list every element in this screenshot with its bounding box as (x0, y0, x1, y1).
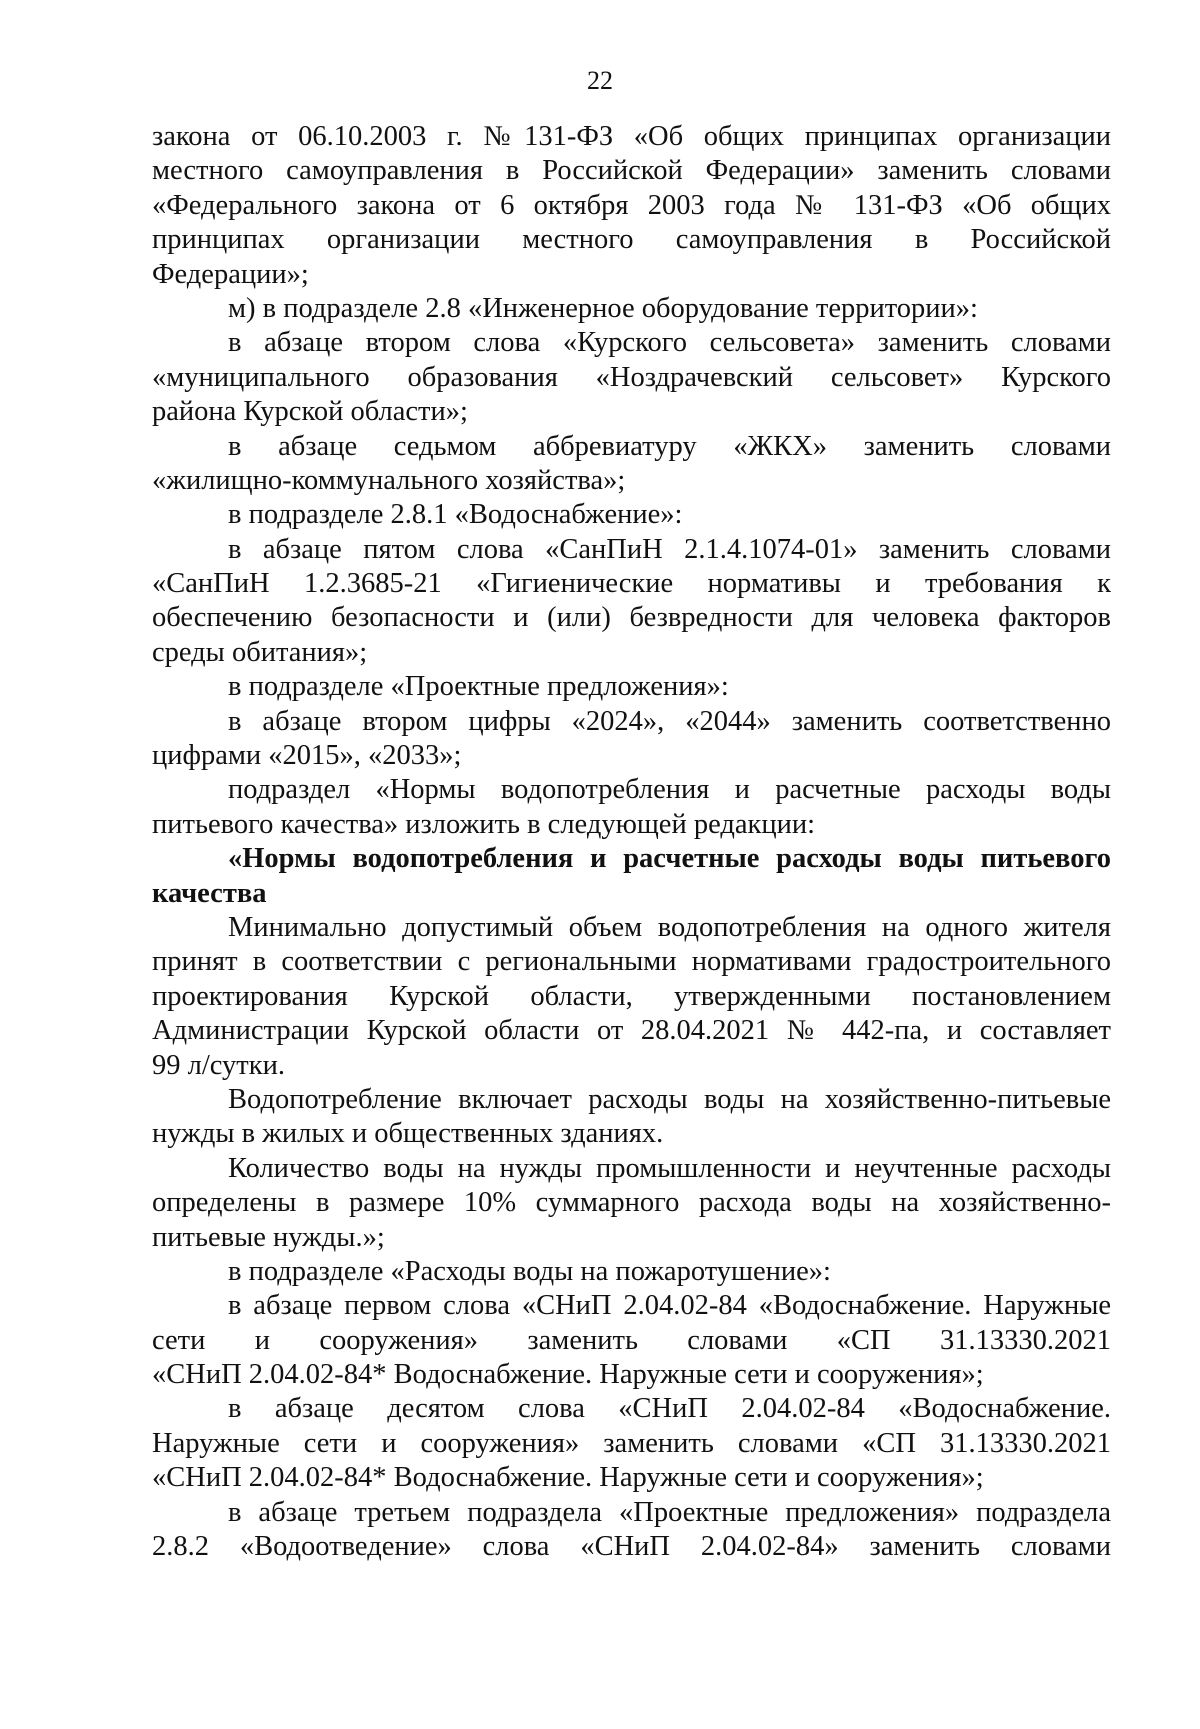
text-line: закона от 06.10.2003 г. №131-ФЗ «Об общих принципах организации (152, 121, 1111, 152)
text-line: местного самоуправления в Российской Федерации» заменить словами (152, 155, 1111, 187)
text-line: Водопотребление включает расходы воды на хозяйственно-питьевые (228, 1083, 1111, 1115)
text-line: 99 л/сутки. (152, 1049, 285, 1081)
document-body (152, 120, 1111, 1564)
text-line: сети и сооружения» заменить словами «СП 31.13330.2021 (152, 1324, 1111, 1356)
text-line: определены в размере 10% суммарного расхода воды на хозяйственно- (152, 1187, 1111, 1219)
text-line: цифрами «2015», «2033»; (152, 740, 462, 772)
text-line: «СанПиН 1.2.3685-21 «Гигиенические нормативы и требования к (152, 568, 1111, 600)
text-line: среды обитания»; (152, 636, 368, 668)
text-line: 2.8.2 «Водоотведение» слова «СНиП 2.04.02-84» заменить словами (152, 1531, 1111, 1563)
text-line: в подразделе «Проектные предложения»: (228, 671, 729, 703)
text-line: в абзаце седьмом аббревиатуру «ЖКХ» заменить словами (228, 430, 1111, 462)
text-line: «муниципального образования «Ноздрачевский сельсовет» Курского (152, 361, 1111, 393)
text-line: в абзаце первом слова «СНиП 2.04.02-84 «Водоснабжение. Наружные (228, 1290, 1111, 1322)
text-line: принят в соответствии с региональными нормативами градостроительного (152, 946, 1111, 978)
text-line: в абзаце втором цифры «2024», «2044» заменить соответственно (228, 705, 1111, 737)
heading-line: качества (152, 877, 267, 909)
text-line: «жилищно-коммунального хозяйства»; (152, 464, 626, 496)
text-line: питьевые нужды.»; (152, 1221, 385, 1253)
heading-line: «Нормы водопотребления и расчетные расходы воды питьевого (228, 843, 1111, 875)
text-line: Минимально допустимый объем водопотребления на одного жителя (228, 911, 1111, 943)
text-line: принципах организации местного самоуправления в Российской (152, 224, 1111, 256)
text-line: подраздел «Нормы водопотребления и расчетные расходы воды (228, 774, 1111, 806)
text-line: в абзаце третьем подраздела «Проектные предложения» подраздела (228, 1496, 1111, 1528)
text-line: Администрации Курской области от 28.04.2021 № 442-па, и составляет (152, 1015, 1111, 1047)
page-number: 22 (587, 66, 613, 95)
text-line: в подразделе «Расходы воды на пожаротушение»: (228, 1255, 831, 1287)
text-line: нужды в жилых и общественных зданиях. (152, 1118, 664, 1150)
text-line: района Курской области»; (152, 396, 468, 428)
text-line: Количество воды на нужды промышленности и неучтенные расходы (228, 1152, 1111, 1184)
text-line: «СНиП 2.04.02-84* Водоснабжение. Наружные сети и сооружения»; (152, 1462, 984, 1494)
text-line: Наружные сети и сооружения» заменить словами «СП 31.13330.2021 (152, 1427, 1111, 1459)
text-line: «СНиП 2.04.02-84* Водоснабжение. Наружные сети и сооружения»; (152, 1359, 984, 1391)
text-line: проектирования Курской области, утвержденными постановлением (152, 980, 1111, 1012)
text-line: м) в подразделе 2.8 «Инженерное оборудование территории»: (228, 292, 978, 324)
text-line: питьевого качества» изложить в следующей редакции: (152, 808, 816, 840)
text-line: обеспечению безопасности и (или) безвредности для человека факторов (152, 602, 1111, 634)
text-line: в абзаце втором слова «Курского сельсовета» заменить словами (228, 327, 1111, 359)
text-line: Федерации»; (152, 258, 309, 290)
text-line: в абзаце пятом слова «СанПиН 2.1.4.1074-01» заменить словами (228, 533, 1111, 565)
text-line: «Федерального закона от 6 октября 2003 года № 131-ФЗ «Об общих (152, 189, 1111, 221)
text-line: в подразделе 2.8.1 «Водоснабжение»: (228, 499, 683, 531)
text-line: в абзаце десятом слова «СНиП 2.04.02-84 «Водоснабжение. (228, 1393, 1111, 1425)
